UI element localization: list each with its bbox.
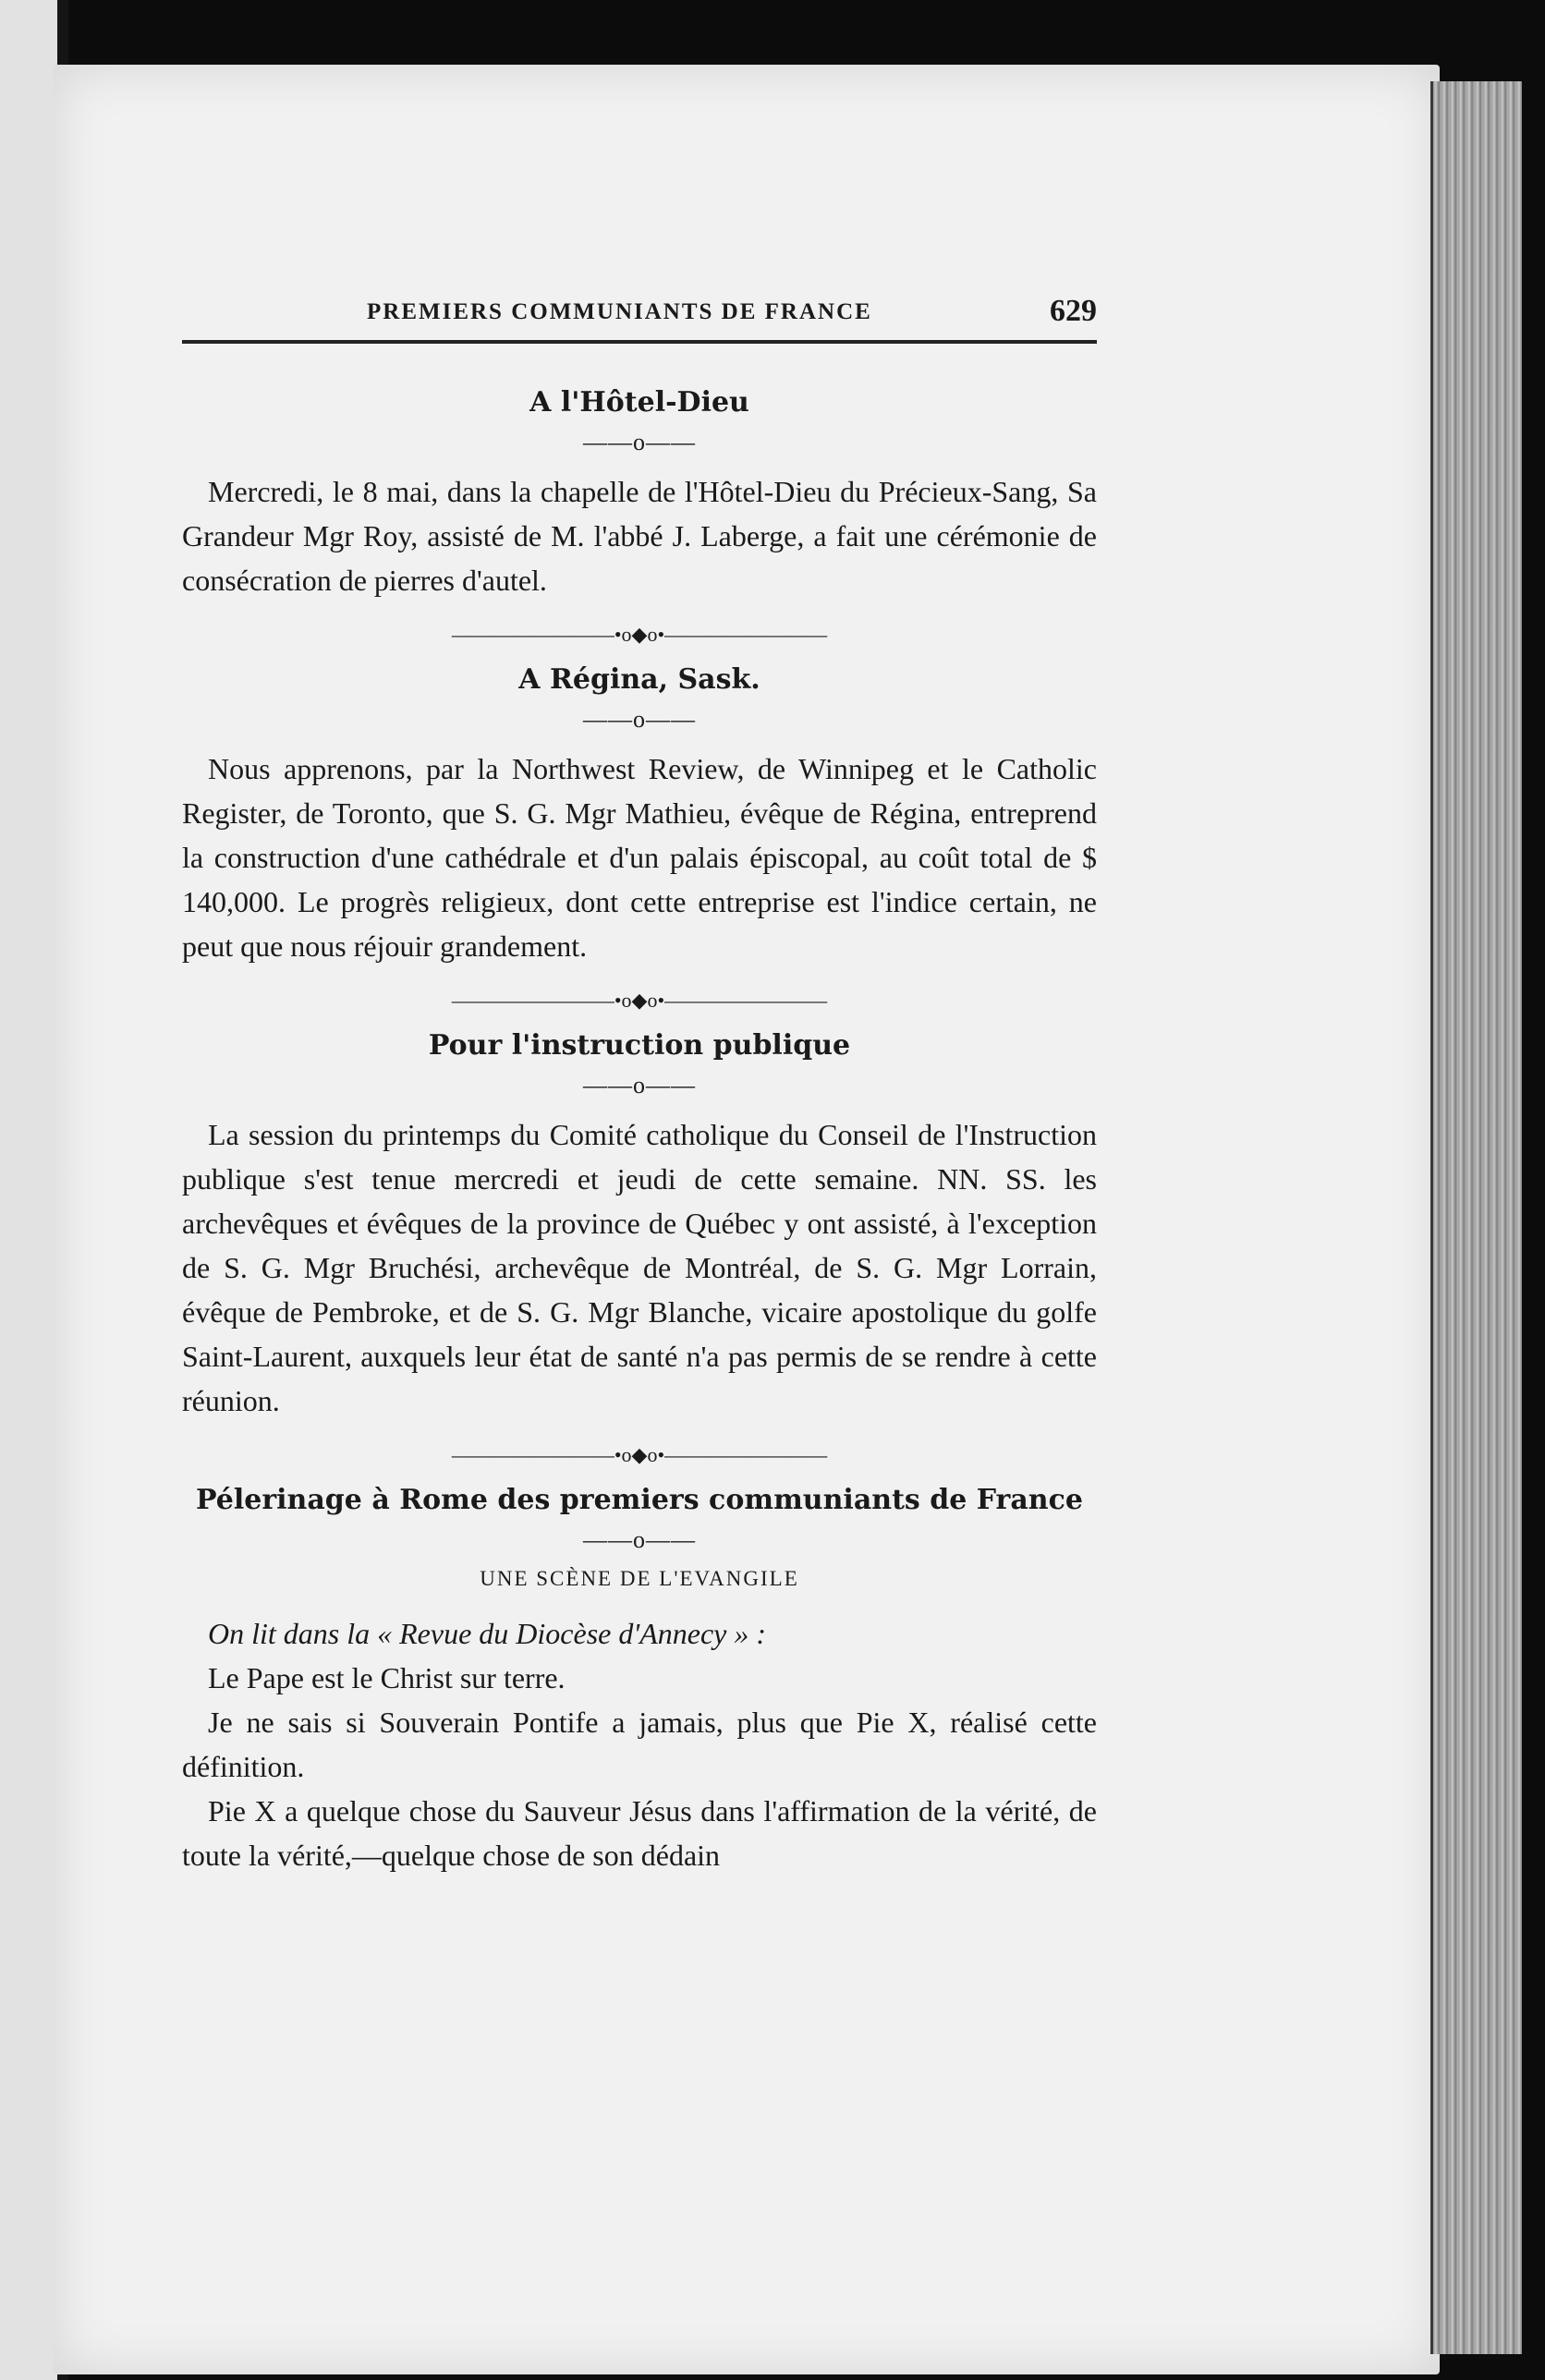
- paragraph: Pie X a quelque chose du Sauveur Jésus dans l'affirmation de la vérité, de toute la vérité,—quelque chose de son dédain: [182, 1794, 1097, 1872]
- section-separator: ——o——: [583, 1072, 696, 1099]
- section-pelerinage: [182, 1441, 1097, 1877]
- section-divider: ————————•o◆o•————————: [451, 989, 828, 1012]
- section-instruction-publique: [182, 987, 1097, 1423]
- section-divider: ————————•o◆o•————————: [451, 1443, 828, 1466]
- section-separator: ——o——: [583, 429, 696, 455]
- section-heading: A Régina, Sask.: [518, 663, 760, 696]
- intro-line: On lit dans la « Revue du Diocèse d'Annecy » :: [208, 1617, 766, 1650]
- section-divider: ————————•o◆o•————————: [451, 623, 828, 646]
- section-heading: A l'Hôtel-Dieu: [529, 386, 749, 419]
- page-content: [182, 286, 1097, 1877]
- section-heading: Pour l'instruction publique: [428, 1029, 851, 1062]
- section-heading: Pélerinage à Rome des premiers communiants de France: [196, 1484, 1083, 1516]
- section-separator: ——o——: [583, 1526, 696, 1553]
- paragraph: Nous apprenons, par la Northwest Review, de Winnipeg et le Catholic Register, de Toronto, que S. G. Mgr Mathieu, évêque de Régina, entreprend la construction d'une cathédrale et d'un palais épiscopal, au coût total de $ 140,000. Le progrès religieux, dont cette entreprise est l'indice certain, ne peut que nous réjouir grandement.: [182, 752, 1097, 963]
- book-page-edges: [1430, 81, 1522, 2354]
- subheading: UNE SCÈNE DE L'EVANGILE: [480, 1567, 799, 1590]
- section-regina: [182, 621, 1097, 968]
- section-hotel-dieu: [182, 384, 1097, 602]
- running-head: [182, 286, 1097, 344]
- paragraph: La session du printemps du Comité catholique du Conseil de l'Instruction publique s'est tenue mercredi et jeudi de cette semaine. NN. SS. les archevêques et évêques de la province de Québec y ont assisté, à l'exception de S. G. Mgr Bruchési, archevêque de Montréal, de S. G. Mgr Lorrain, évêque de Pembroke, et de S. G. Mgr Blanche, vicaire apostolique du golfe Saint-Laurent, auxquels leur état de santé n'a pas permis de se rendre à cette réunion.: [182, 1118, 1097, 1417]
- paragraph: Je ne sais si Souverain Pontife a jamais, plus que Pie X, réalisé cette définition.: [182, 1706, 1097, 1783]
- page-number: 629: [1050, 294, 1097, 328]
- paragraph: Le Pape est le Christ sur terre.: [208, 1661, 566, 1694]
- running-title: PREMIERS COMMUNIANTS DE FRANCE: [367, 299, 872, 324]
- section-separator: ——o——: [583, 706, 696, 733]
- paragraph: Mercredi, le 8 mai, dans la chapelle de l'Hôtel-Dieu du Précieux-Sang, Sa Grandeur Mgr Roy, assisté de M. l'abbé J. Laberge, a fait une cérémonie de consécration de pierres d'autel.: [182, 475, 1097, 597]
